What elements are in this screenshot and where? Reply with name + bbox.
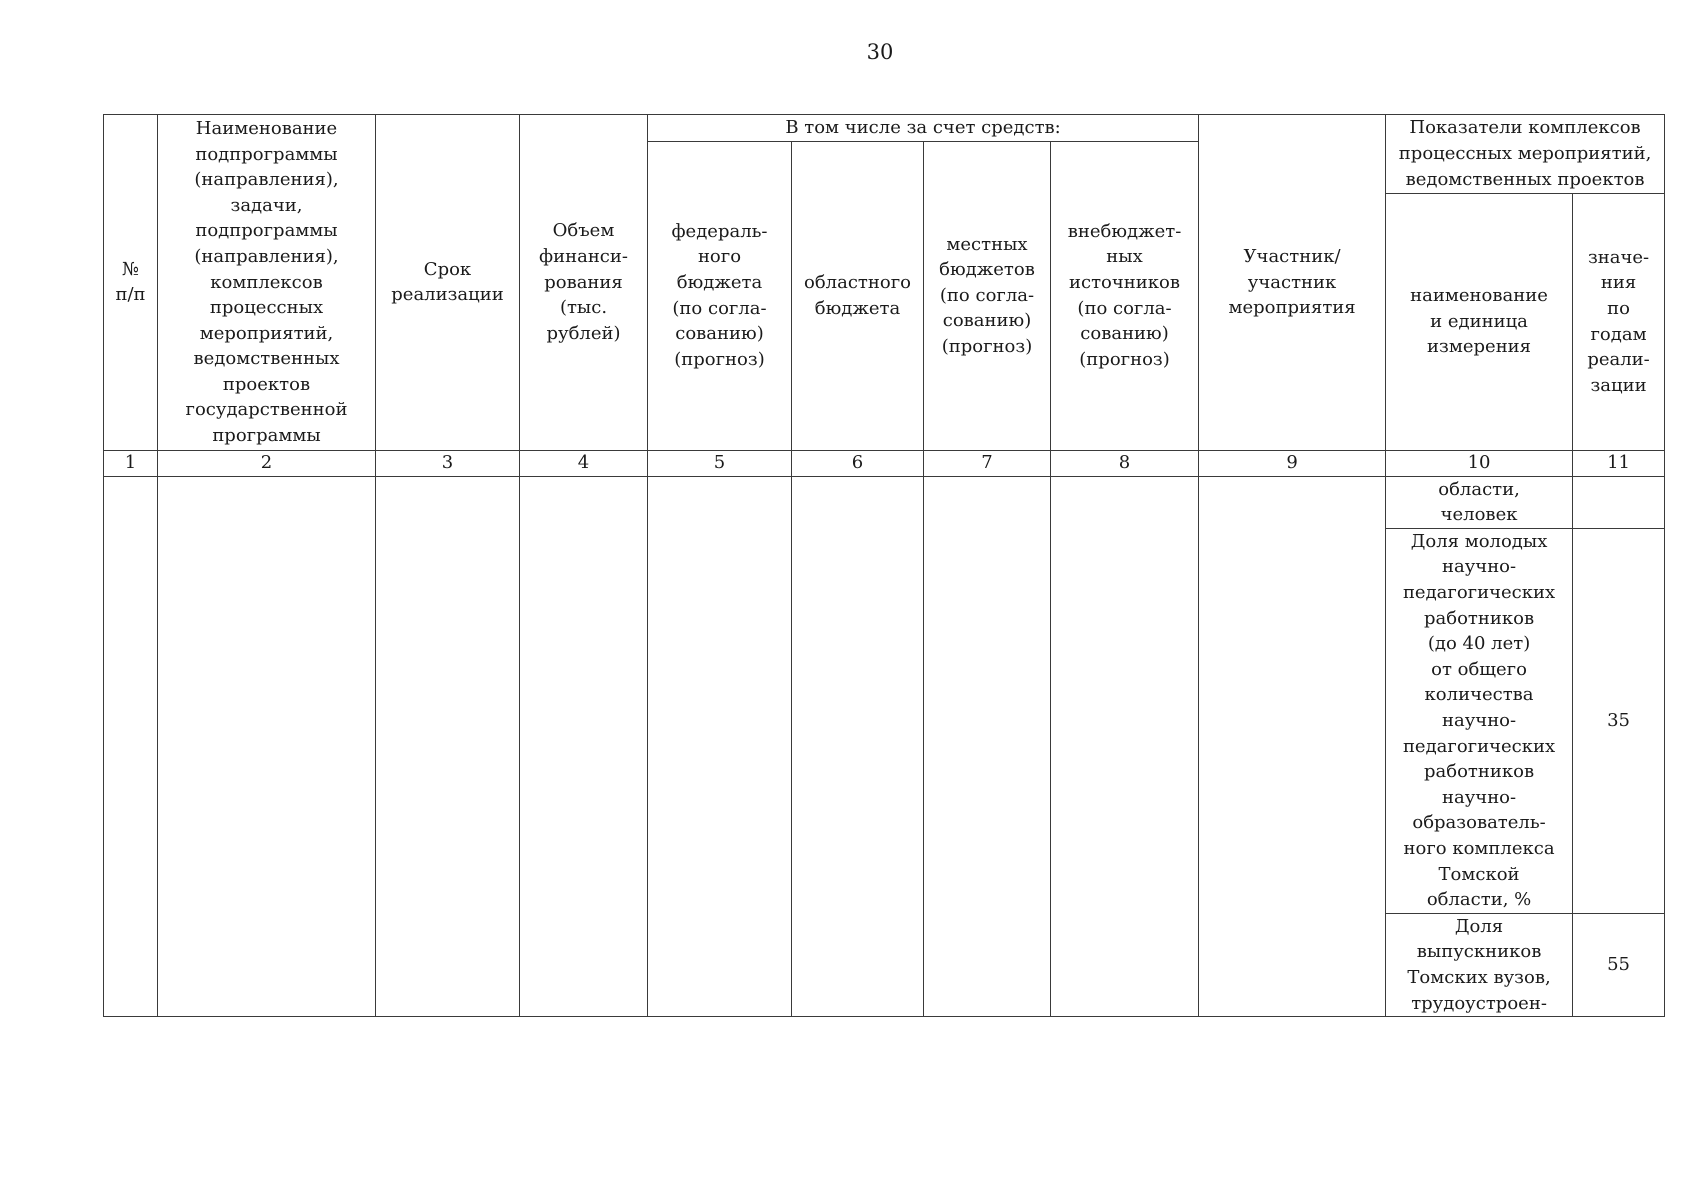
empty-cell <box>104 476 158 1017</box>
header-indicator-name: наименование и единица измерения <box>1386 193 1573 450</box>
header-local: местных бюджетов (по согла- сованию) (прогноз) <box>924 141 1051 450</box>
column-number: 7 <box>924 450 1051 476</box>
column-number: 1 <box>104 450 158 476</box>
empty-cell <box>792 476 924 1017</box>
page-number: 30 <box>866 40 894 64</box>
column-number: 6 <box>792 450 924 476</box>
program-table <box>103 114 1665 1017</box>
header-participant: Участник/ участник мероприятия <box>1199 115 1386 451</box>
header-volume: Объем финанси- рования (тыс. рублей) <box>520 115 648 451</box>
column-number: 5 <box>648 450 792 476</box>
header-extrabudgetary: внебюджет- ных источников (по согла- сованию) (прогноз) <box>1051 141 1199 450</box>
empty-cell <box>924 476 1051 1017</box>
column-number: 4 <box>520 450 648 476</box>
header-number: № п/п <box>104 115 158 451</box>
indicator-name: области, человек <box>1386 476 1573 528</box>
empty-cell <box>1051 476 1199 1017</box>
header-indicator-values: значе- ния по годам реали- зации <box>1573 193 1665 450</box>
column-number: 10 <box>1386 450 1573 476</box>
column-number: 8 <box>1051 450 1199 476</box>
column-number: 2 <box>158 450 376 476</box>
indicator-name: Доля молодых научно- педагогических работников (до 40 лет) от общего количества научно- педагогических работников научно- образователь- ного комплекса Томской области, % <box>1386 528 1573 913</box>
indicator-value <box>1573 476 1665 528</box>
header-regional: областного бюджета <box>792 141 924 450</box>
column-number: 9 <box>1199 450 1386 476</box>
empty-cell <box>376 476 520 1017</box>
empty-cell <box>520 476 648 1017</box>
column-number: 11 <box>1573 450 1665 476</box>
header-funding-group: В том числе за счет средств: <box>648 115 1199 142</box>
indicator-value: 35 <box>1573 528 1665 913</box>
column-number: 3 <box>376 450 520 476</box>
indicator-value: 55 <box>1573 913 1665 1016</box>
empty-cell <box>158 476 376 1017</box>
header-federal: федераль- ного бюджета (по согла- сованию) (прогноз) <box>648 141 792 450</box>
header-indicators-group: Показатели комплексов процессных мероприятий, ведомственных проектов <box>1386 115 1665 194</box>
empty-cell <box>648 476 792 1017</box>
indicator-name: Доля выпускников Томских вузов, трудоустроен- <box>1386 913 1573 1016</box>
header-term: Срок реализации <box>376 115 520 451</box>
header-name: Наименование подпрограммы (направления), задачи, подпрограммы (направления), комплексов процессных мероприятий, ведомственных проектов государственной программы <box>158 115 376 451</box>
empty-cell <box>1199 476 1386 1017</box>
